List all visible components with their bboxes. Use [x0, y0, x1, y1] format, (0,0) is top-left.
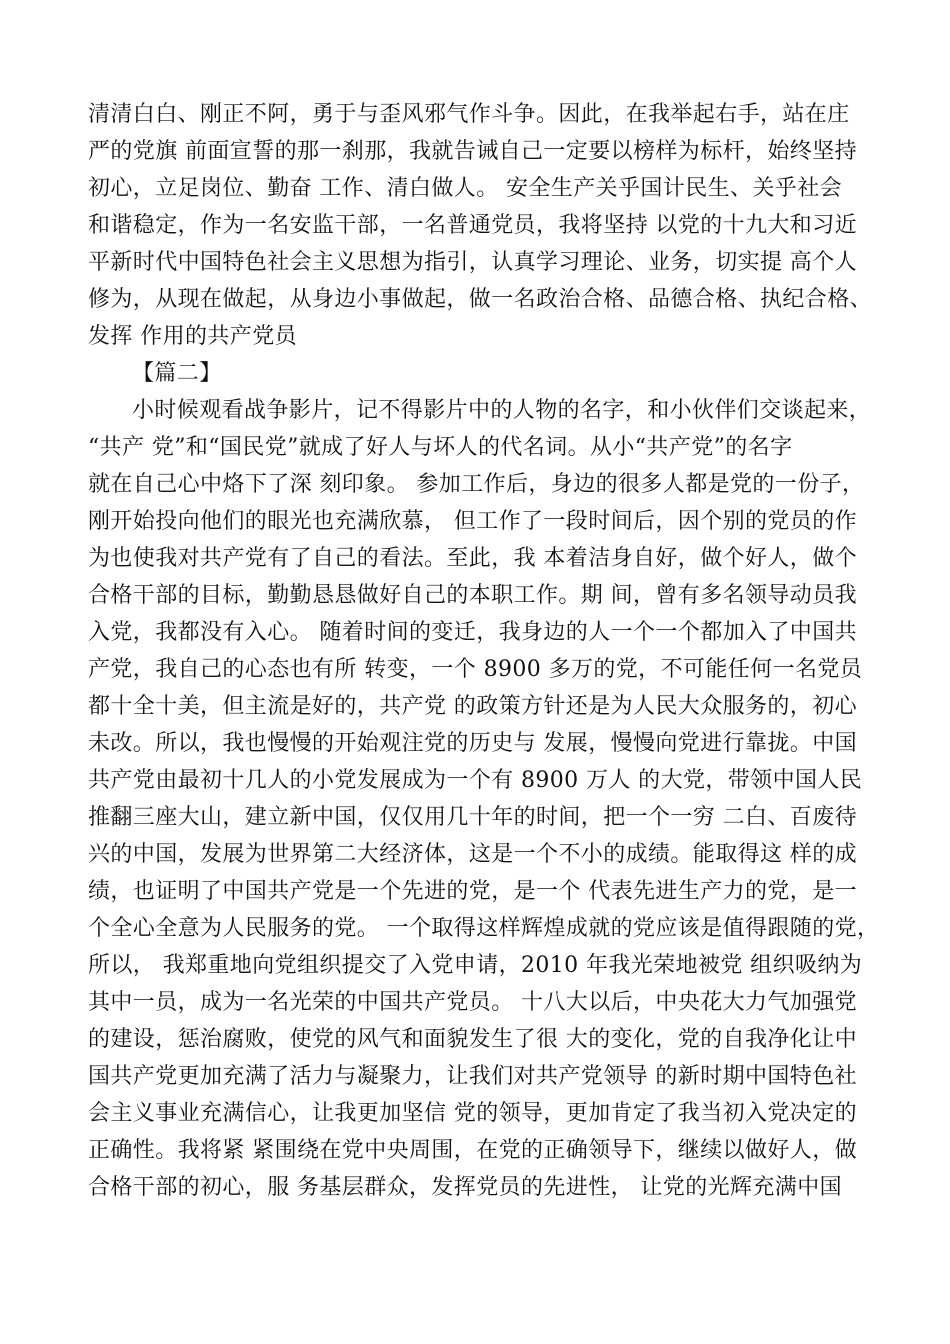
text-line: 未改。所以，我也慢慢的开始观注党的历史与 发展，慢慢向党进行靠拢。中国 [88, 731, 857, 756]
text-line: 国共产党更加充满了活力与凝聚力，让我们对共产党领导 的新时期中国特色社 [88, 1064, 857, 1089]
text-line: 所以， 我郑重地向党组织提交了入党申请，2010 年我光荣地被党 组织吸纳为 [88, 953, 863, 978]
paragraph-first-line: 小时候观看战争影片，记不得影片中的人物的名字，和小伙伴们交谈起来， [132, 398, 872, 423]
text-line: 发挥 作用的共产党员 [88, 324, 297, 349]
text-line: 的建设，惩治腐败，使党的风气和面貌发生了很 大的变化，党的自我净化让中 [88, 1027, 857, 1052]
section-heading: 【篇二】 [132, 361, 222, 386]
text-line: 推翻三座大山，建立新中国，仅仅用几十年的时间，把一个一穷 二白、百废待 [88, 805, 857, 830]
text-line: 个全心全意为人民服务的党。 一个取得这样辉煌成就的党应该是值得跟随的党， [88, 916, 880, 941]
text-line: 合格干部的目标，勤勤恳恳做好自己的本职工作。期 间，曾有多名领导动员我 [88, 583, 857, 608]
text-line: 入党，我都没有入心。 随着时间的变迁，我身边的人一个一个都加入了中国共 [88, 620, 857, 645]
text-line: 平新时代中国特色社会主义思想为指引，认真学习理论、业务，切实提 高个人 [88, 250, 857, 275]
text-line: 初心，立足岗位、勤奋 工作、清白做人。 安全生产关乎国计民生、关乎社会 [88, 176, 842, 201]
text-line: 清清白白、刚正不阿，勇于与歪风邪气作斗争。因此，在我举起右手，站在庄 [88, 102, 850, 127]
text-line: 产党，我自己的心态也有所 转变，一个 8900 多万的党，不可能任何一名党员 [88, 657, 863, 682]
text-line: 严的党旗 前面宣誓的那一刹那，我就告诫自己一定要以榜样为标杆，始终坚持 [88, 139, 857, 164]
text-line: 刚开始投向他们的眼光也充满欣慕， 但工作了一段时间后，因个别的党员的作 [88, 509, 857, 534]
text-line: 绩，也证明了中国共产党是一个先进的党，是一个 代表先进生产力的党，是一 [88, 879, 857, 904]
text-line: “共产 党”和“国民党”就成了好人与坏人的代名词。从小“共产党”的名字 [88, 435, 793, 460]
text-line: 都十全十美，但主流是好的，共产党 的政策方针还是为人民大众服务的，初心 [88, 694, 857, 719]
text-line: 为也使我对共产党有了自己的看法。至此，我 本着洁身自好，做个好人，做个 [88, 546, 857, 571]
text-line: 和谐稳定，作为一名安监干部，一名普通党员，我将坚持 以党的十九大和习近 [88, 213, 857, 238]
text-line: 就在自己心中烙下了深 刻印象。 参加工作后，身边的很多人都是党的一份子， [88, 472, 865, 497]
text-line: 修为，从现在做起，从身边小事做起，做一名政治合格、品德合格、执纪合格、 [88, 287, 873, 312]
text-line: 共产党由最初十几人的小党发展成为一个有 8900 万人 的大党，带领中国人民 [88, 768, 863, 793]
text-line: 兴的中国，发展为世界第二大经济体，这是一个不小的成绩。能取得这 样的成 [88, 842, 857, 867]
text-line: 合格干部的初心，服 务基层群众，发挥党员的先进性， 让党的光辉充满中国 [88, 1175, 842, 1200]
text-line: 其中一员，成为一名光荣的中国共产党员。 十八大以后，中央花大力气加强党 [88, 990, 857, 1015]
text-line: 正确性。我将紧 紧围绕在党中央周围，在党的正确领导下，继续以做好人，做 [88, 1138, 857, 1163]
text-line: 会主义事业充满信心，让我更加坚信 党的领导，更加肯定了我当初入党决定的 [88, 1101, 857, 1126]
